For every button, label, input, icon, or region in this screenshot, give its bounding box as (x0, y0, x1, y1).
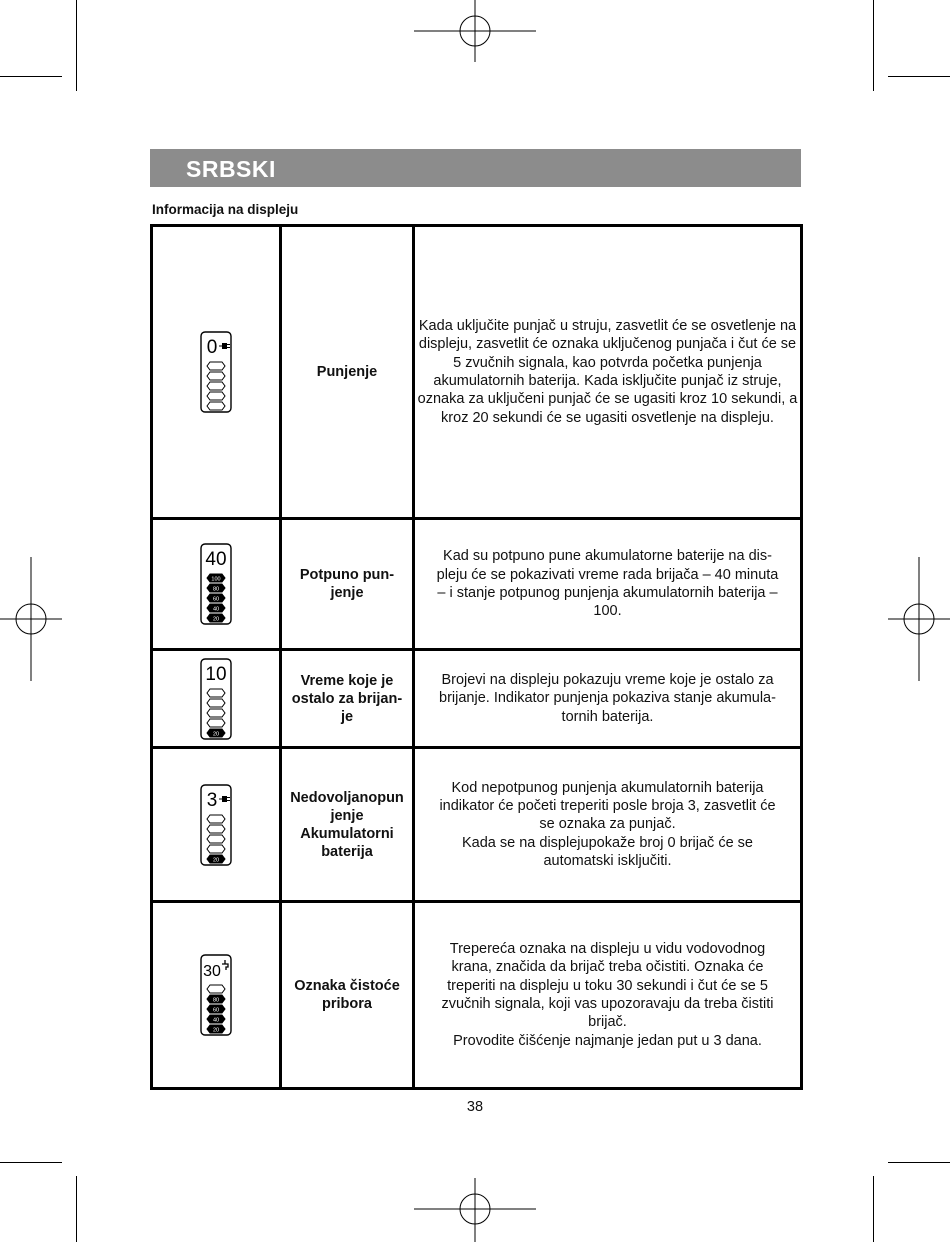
row-description-line: brijač. (588, 1014, 627, 1031)
row-label (281, 519, 414, 650)
battery-indicator-segment (207, 382, 225, 390)
row-label-line: Nedovoljanopun (290, 789, 404, 806)
battery-indicator-segment (207, 372, 225, 380)
table-row (152, 902, 802, 1089)
battery-indicator-segment (207, 362, 225, 370)
display-icon-cell (152, 650, 281, 748)
section-title: Informacija na displeju (152, 202, 299, 217)
row-description-line: 100. (593, 603, 622, 620)
battery-indicator-label: 80 (212, 997, 220, 1004)
display-number: 30 (203, 963, 221, 980)
row-description-line: Kada uključite punjač u struju, zasvetlit će se osvetlenje na displeju, zasvetlit će oznaka uključenog punjača i čut će se 5 zvučnih signala, kao potvrda početka punjenja akumulatornih baterija. Kada isključite punjač iz struje, oznaka za uključeni punjač će se ugasiti kroz 10 sekundi, a kroz 20 sekundi će se ugasiti osvetlenje na displeju. (417, 318, 798, 426)
table-row (152, 650, 802, 748)
row-label-line: jenje (330, 585, 364, 601)
battery-indicator-label: 20 (212, 731, 220, 737)
crop-mark (888, 1162, 950, 1163)
row-description-line: pleju će se pokazivati vreme rada brijača – 40 minuta (436, 566, 779, 583)
row-description (414, 650, 802, 748)
row-label-line: Oznaka čistoće (294, 978, 400, 994)
row-label-line: pribora (322, 996, 372, 1012)
table-row (152, 748, 802, 902)
crop-mark (0, 1162, 62, 1163)
row-description-line: Kada se na displejupokaže broj 0 brijač će se (462, 834, 753, 851)
row-description-line: indikator će početi treperiti posle broja 3, zasvetlit će (439, 798, 776, 815)
row-description-line: automatski isključiti. (543, 852, 672, 869)
display-number: 10 (205, 663, 227, 685)
registration-mark-icon (414, 0, 536, 62)
battery-indicator-segment (207, 392, 225, 400)
crop-mark (0, 76, 62, 77)
row-label (281, 902, 414, 1089)
battery-indicator-label: 80 (212, 586, 220, 593)
row-label (281, 650, 414, 748)
row-description (414, 226, 802, 519)
display-icon-cell (152, 748, 281, 902)
row-description-line: – i stanje potpunog punjenja akumulatornih baterija – (437, 585, 778, 601)
row-description-line: zvučnih signala, koji vas upozoravaju da treba čistiti (441, 996, 774, 1012)
shaver-display-icon (200, 658, 232, 740)
battery-indicator-segment (207, 719, 225, 727)
row-description-line: Provodite čišćenje najmanje jedan put u 3 dana. (453, 1032, 762, 1049)
battery-indicator-label: 20 (212, 616, 220, 623)
registration-mark-icon (0, 557, 62, 681)
shaver-display-icon (200, 784, 232, 866)
battery-indicator-segment (207, 825, 225, 833)
battery-indicator-segment (207, 835, 225, 843)
page-number: 38 (466, 1099, 484, 1115)
battery-indicator-segment (207, 815, 225, 823)
display-number: 3 (206, 789, 218, 811)
crop-mark (76, 0, 77, 91)
battery-indicator-label: 40 (212, 606, 220, 613)
battery-indicator-segment (207, 985, 225, 993)
battery-indicator-segment (207, 402, 225, 410)
crop-mark (888, 76, 950, 77)
battery-indicator-segment (207, 699, 225, 707)
row-description-line: tornih baterija. (561, 708, 654, 725)
shaver-display-icon (200, 954, 232, 1036)
display-info-table (150, 224, 803, 1090)
registration-mark-icon (888, 557, 950, 681)
battery-indicator-segment (207, 845, 225, 853)
row-description (414, 519, 802, 650)
row-description (414, 902, 802, 1089)
row-description-line: se oznaka za punjač. (539, 816, 676, 833)
row-description-line: Trepereća oznaka na displeju u vidu vodovodnog (449, 941, 766, 958)
row-label-line: Potpuno pun- (299, 567, 395, 583)
language-header-bar (150, 149, 801, 187)
display-icon-cell (152, 902, 281, 1089)
battery-indicator-segment (207, 709, 225, 717)
row-label-line: Punjenje (316, 364, 378, 380)
row-description-line: Kad su potpuno pune akumulatorne baterije na dis- (443, 548, 772, 565)
row-description-line: treperiti na displeju u toku 30 sekundi i čut će se 5 (447, 977, 768, 994)
row-description-line: Kod nepotpunog punjenja akumulatornih baterija (451, 779, 764, 796)
row-description-line: brijanje. Indikator punjenja pokaziva stanje akumula- (439, 690, 776, 707)
battery-indicator-label: 60 (212, 596, 220, 603)
battery-indicator-label: 60 (212, 1007, 220, 1014)
battery-indicator-label: 20 (212, 857, 220, 863)
battery-indicator-label: 20 (212, 1027, 220, 1034)
registration-mark-icon (414, 1178, 536, 1242)
row-description-line: Brojevi na displeju pokazuju vreme koje je ostalo za (441, 672, 774, 689)
battery-indicator-label: 100 (211, 576, 221, 583)
shaver-display-icon (200, 331, 232, 413)
row-label-line: ostalo za brijan- (291, 690, 403, 707)
table-row (152, 519, 802, 650)
row-label-line: Akumulatorni (300, 825, 394, 842)
row-label-line: baterija (321, 843, 373, 860)
crop-mark (873, 1176, 874, 1242)
row-label (281, 748, 414, 902)
row-description (414, 748, 802, 902)
battery-indicator-label: 40 (212, 1017, 220, 1024)
language-title: SRBSKI (186, 156, 276, 182)
battery-indicator-segment (207, 689, 225, 697)
display-number: 0 (206, 337, 218, 358)
crop-mark (76, 1176, 77, 1242)
crop-mark (873, 0, 874, 91)
row-label-line: Vreme koje je (300, 672, 394, 689)
row-label-line: je (340, 708, 354, 725)
display-icon-cell (152, 519, 281, 650)
display-icon-cell (152, 226, 281, 519)
row-label (281, 226, 414, 519)
shaver-display-icon (200, 543, 232, 625)
row-description-line: krana, značida da brijač treba očistiti. Oznaka će (451, 959, 764, 976)
display-number: 40 (205, 549, 227, 570)
table-row (152, 226, 802, 519)
row-label-line: jenje (330, 807, 364, 824)
